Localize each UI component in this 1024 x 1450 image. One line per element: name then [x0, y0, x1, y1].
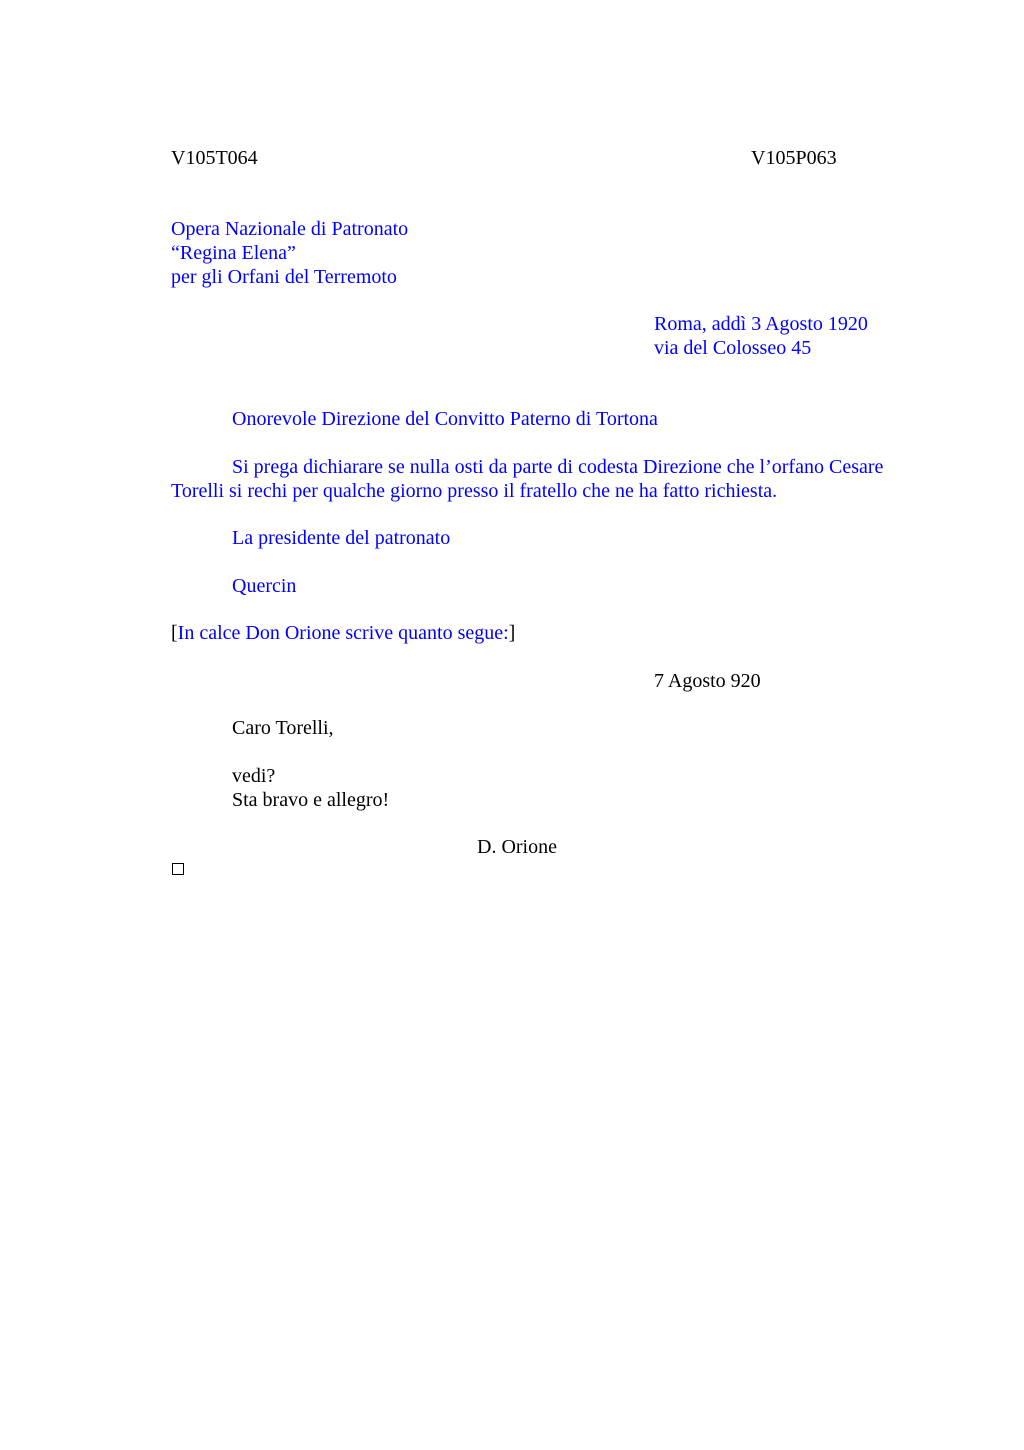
document-code-right: V105P063	[751, 147, 837, 169]
reply-signature: D. Orione	[477, 836, 557, 858]
reply-line-2: Sta bravo e allegro!	[232, 789, 390, 811]
reply-salutation: Caro Torelli,	[232, 717, 334, 739]
note-bracket-close: ]	[508, 622, 516, 644]
letter-signature: Quercin	[232, 575, 297, 597]
letterhead-line-2: “Regina Elena”	[171, 242, 296, 264]
addressee: Onorevole Direzione del Convitto Paterno di Tortona	[232, 408, 658, 430]
reply-date: 7 Agosto 920	[654, 670, 761, 692]
letterhead-line-1: Opera Nazionale di Patronato	[171, 218, 409, 240]
letter-body-line-1: Si prega dichiarare se nulla osti da parte di codesta Direzione che l’orfano Cesare	[232, 456, 884, 478]
document-code-left: V105T064	[171, 147, 258, 169]
place-date-line: Roma, addì 3 Agosto 1920	[654, 313, 868, 335]
editorial-note	[171, 621, 515, 645]
note-bracket-open: [	[171, 622, 178, 644]
end-marker-box	[172, 863, 184, 875]
letterhead-line-3: per gli Orfani del Terremoto	[171, 266, 397, 288]
letter-closing: La presidente del patronato	[232, 527, 451, 549]
letter-body-line-2: Torelli si rechi per qualche giorno presso il fratello che ne ha fatto richiesta.	[171, 480, 778, 502]
note-text: In calce Don Orione scrive quanto segue:	[177, 622, 509, 644]
reply-line-1: vedi?	[232, 765, 276, 787]
address-line: via del Colosseo 45	[654, 337, 812, 359]
